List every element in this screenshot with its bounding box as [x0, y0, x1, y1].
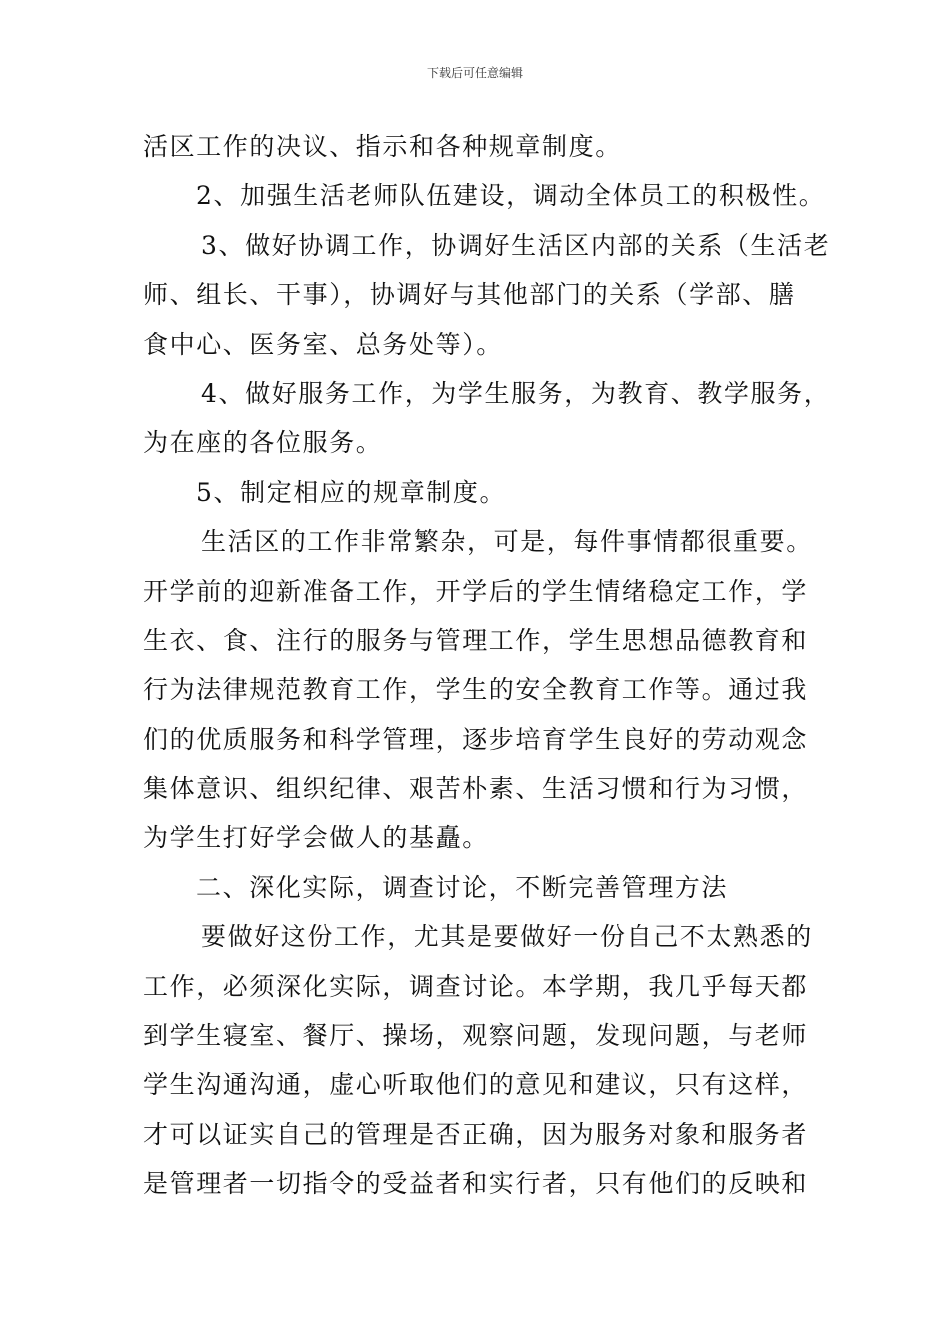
- paragraph-line: 到学生寝室、餐厅、操场，观察问题，发现问题，与老师: [143, 1021, 809, 1051]
- paragraph-line: 2、加强生活老师队伍建设，调动全体员工的积极性。: [196, 181, 826, 211]
- paragraph-line: 为在座的各位服务。: [143, 428, 383, 458]
- paragraph-line: 5、制定相应的规章制度。: [196, 477, 507, 507]
- document-body: [143, 122, 831, 1209]
- paragraph-line: 生活区的工作非常繁杂，可是，每件事情都很重要。: [201, 527, 813, 557]
- paragraph-line: 开学前的迎新准备工作，开学后的学生情绪稳定工作，学: [143, 576, 809, 606]
- paragraph-line: 行为法律规范教育工作，学生的安全教育工作等。通过我: [143, 675, 809, 705]
- paragraph-line: 是管理者一切指令的受益者和实行者，只有他们的反映和: [143, 1169, 809, 1199]
- paragraph-line: 3、做好协调工作，协调好生活区内部的关系（生活老: [201, 230, 831, 260]
- paragraph-line: 活区工作的决议、指示和各种规章制度。: [143, 132, 622, 161]
- paragraph-line: 集体意识、组织纪律、艰苦朴素、生活习惯和行为习惯，: [143, 774, 809, 804]
- paragraph-line: 才可以证实自己的管理是否正确，因为服务对象和服务者: [143, 1119, 809, 1149]
- page-header: 下载后可任意编辑: [426, 66, 523, 80]
- paragraph-line: 师、组长、干事），协调好与其他部门的关系（学部、膳: [143, 280, 796, 310]
- paragraph-line: 要做好这份工作，尤其是要做好一份自己不太熟悉的: [201, 922, 813, 952]
- paragraph-line: 为学生打好学会做人的基矗。: [143, 823, 489, 853]
- paragraph-line: 4、做好服务工作，为学生服务，为教育、教学服务，: [201, 378, 831, 408]
- paragraph-line: 们的优质服务和科学管理，逐步培育学生良好的劳动观念: [143, 724, 809, 754]
- section-heading: 二、深化实际，调查讨论，不断完善管理方法: [196, 872, 729, 902]
- paragraph-line: 生衣、食、注行的服务与管理工作，学生思想品德教育和: [143, 625, 809, 655]
- paragraph-line: 学生沟通沟通，虚心听取他们的意见和建议，只有这样，: [143, 1070, 809, 1100]
- paragraph-line: 工作，必须深化实际，调查讨论。本学期，我几乎每天都: [143, 971, 809, 1001]
- paragraph-line: 食中心、医务室、总务处等）。: [143, 329, 503, 359]
